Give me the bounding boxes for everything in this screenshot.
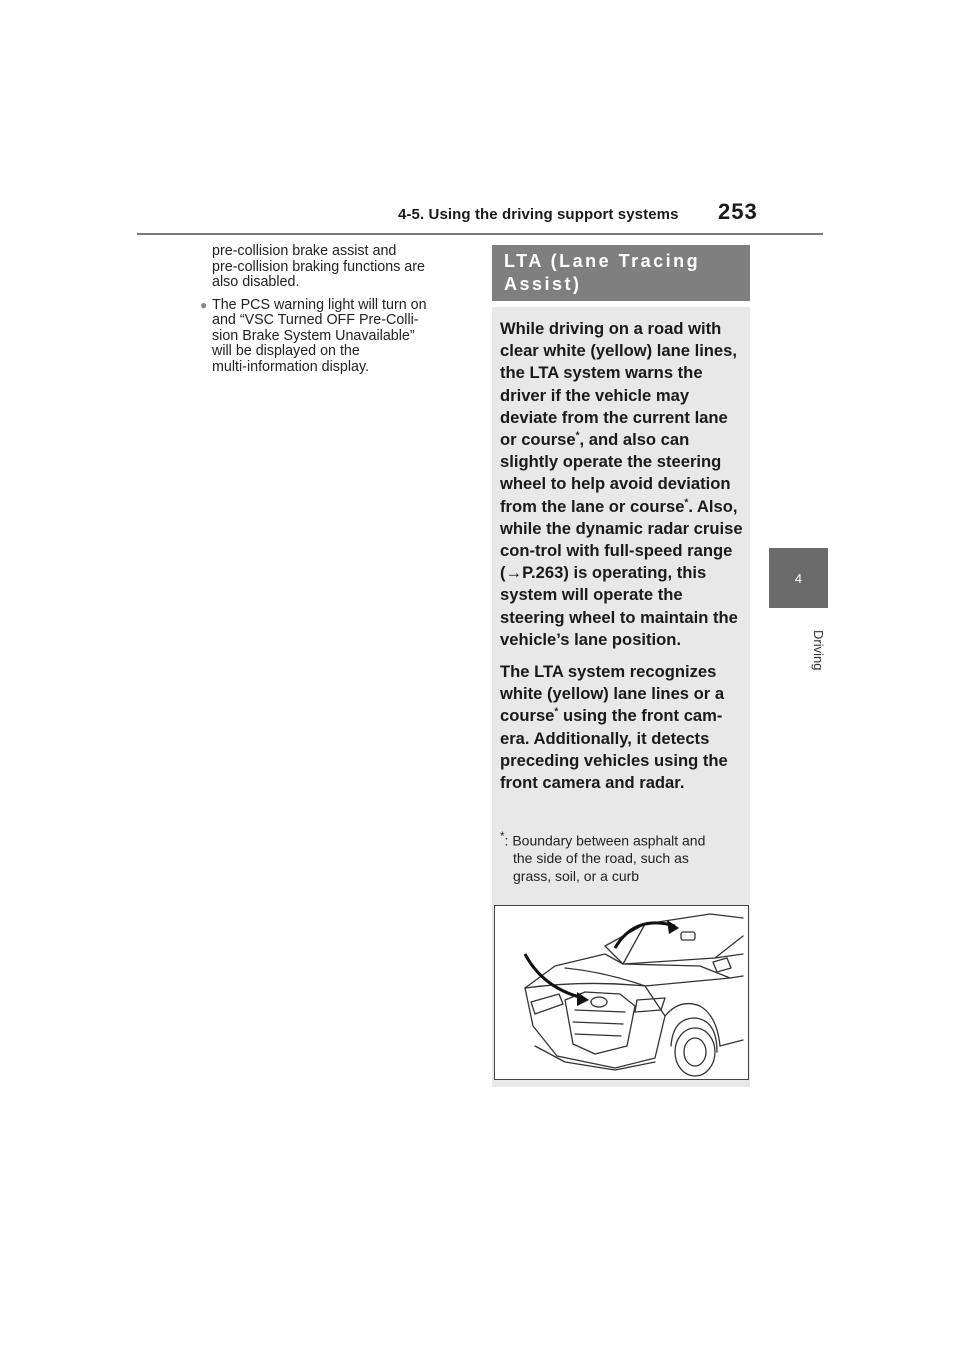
text-line: The PCS warning light will turn on (212, 296, 427, 313)
footnote-line (500, 828, 744, 850)
text-line: sion Brake System Unavailable” (212, 327, 415, 344)
header-divider (137, 233, 823, 235)
text-segment: The LTA system recognizes white (yellow) lane lines or a course (500, 662, 725, 726)
footnote-line: grass, soil, or a curb (513, 867, 640, 884)
asterisk: * (684, 497, 689, 509)
section-title: 4-5. Using the driving support systems (398, 206, 679, 223)
suv-front-camera-radar-image (495, 906, 748, 1079)
bullet-item (200, 298, 468, 376)
text-line: pre-collision braking functions are (212, 258, 425, 275)
asterisk: * (575, 430, 580, 442)
text-segment: P.263) is operating, this system will operate the steering wheel to maintain the vehicle’s lane position. (500, 563, 738, 649)
vehicle-illustration (494, 905, 749, 1080)
asterisk: * (500, 830, 505, 843)
section-heading-line: Assist) (504, 274, 582, 294)
chapter-number: 4 (794, 570, 803, 586)
bullet-icon: ● (200, 297, 208, 312)
lta-paragraph-1 (500, 318, 744, 651)
text-line: pre-collision brake assist and (212, 243, 397, 259)
text-segment: While driving on a road with clear white (yellow) lane lines, the LTA system warns the driver if the vehicle may deviate from the current lane or course (500, 319, 738, 450)
bullet-text (212, 298, 427, 376)
footnote-line: the side of the road, such as (513, 850, 689, 867)
continued-paragraph (200, 244, 468, 291)
asterisk: * (554, 706, 559, 718)
text-line: and “VSC Turned OFF Pre-Colli- (212, 312, 419, 328)
lta-section-header (492, 245, 750, 301)
left-column-text (200, 244, 468, 375)
text-line: also disabled. (212, 274, 300, 290)
text-segment: . Also, while the dynamic radar cruise con-trol with full-speed range ( (500, 496, 743, 583)
text-line: will be displayed on the (212, 343, 360, 359)
lta-description (500, 318, 744, 804)
chapter-label: Driving (811, 629, 826, 671)
lta-paragraph-2 (500, 661, 744, 794)
text-line: multi-information display. (212, 358, 370, 375)
text-segment: , and also can slightly operate the steering wheel to help avoid deviation from the lane or course (500, 430, 731, 516)
text-segment: : Boundary between asphalt and (504, 832, 706, 849)
footnote (500, 828, 744, 885)
page-reference-link[interactable] (500, 563, 738, 649)
page-number: 253 (718, 199, 758, 224)
section-heading-line: LTA (Lane Tracing (504, 251, 701, 271)
arrow-icon: → (505, 563, 523, 583)
chapter-tab[interactable] (769, 548, 828, 608)
text-segment: using the front cam-era. Additionally, it detects preceding vehicles using the front camera and radar. (500, 706, 728, 793)
